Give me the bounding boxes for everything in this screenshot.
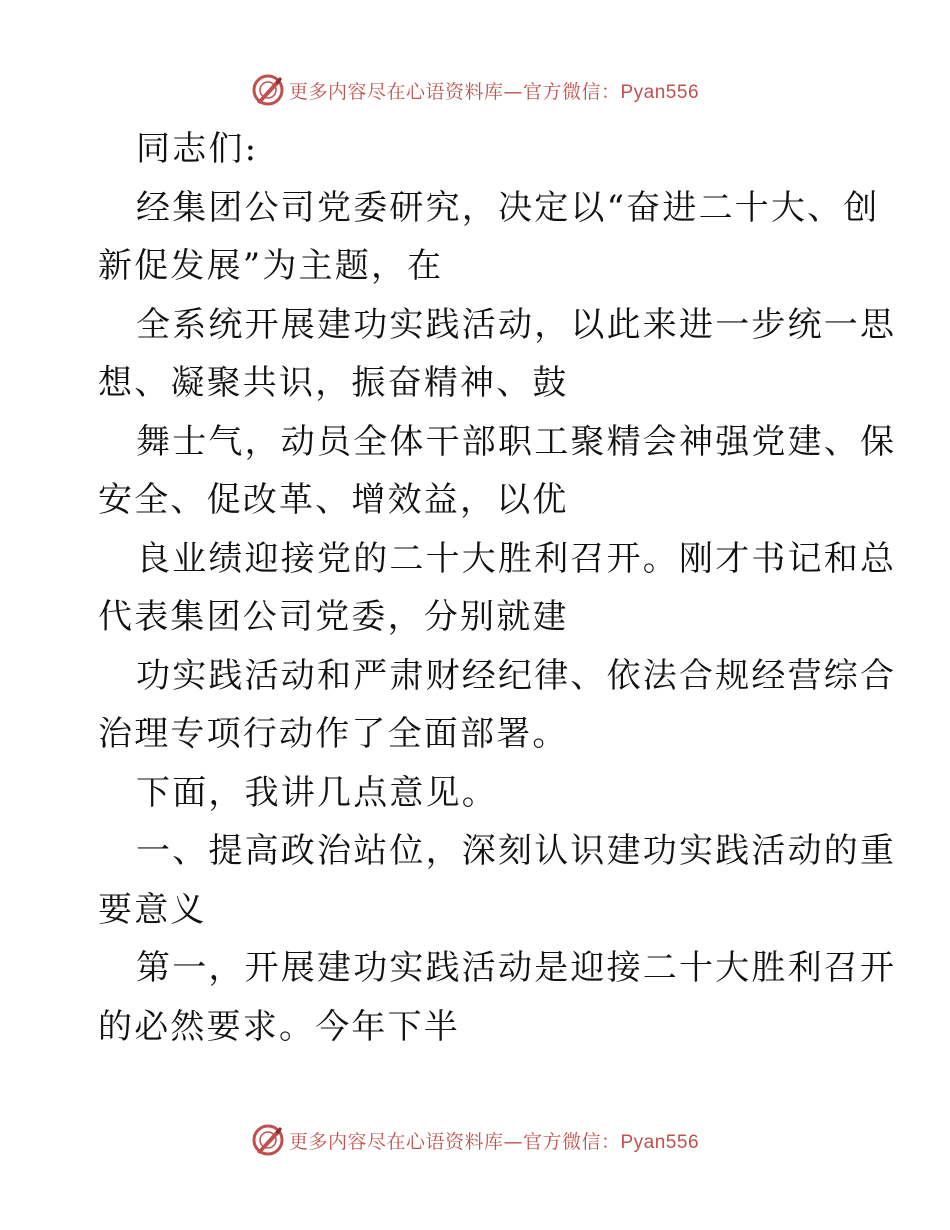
watermark-prefix: 更多内容尽在心语资料库—官方微信： [288, 1130, 621, 1153]
body-line-3: 新促发展”为主题，在 [98, 246, 444, 286]
body-line-6: 舞士气，动员全体干部职工聚精会神强党建、保 [136, 421, 897, 462]
body-line-8: 良业绩迎接党的二十大胜利召开。刚才书记和总 [136, 538, 897, 579]
section-heading-1-cont: 要意义 [98, 889, 207, 930]
watermark-prefix: 更多内容尽在心语资料库—官方微信： [288, 80, 621, 103]
body-line-9: 代表集团公司党委，分别就建 [98, 597, 569, 637]
body-line-10: 功实践活动和严肃财经纪律、依法合规经营综合 [136, 655, 897, 696]
body-line-2: 经集团公司党委研究，决定以“奋进二十大、创 [136, 187, 880, 228]
watermark-wechat-id: Pyan556 [620, 1131, 700, 1153]
body-line-4: 全系统开展建功实践活动，以此来进一步统一思 [136, 304, 897, 345]
body-line-16: 的必然要求。今年下半 [98, 1006, 460, 1047]
body-line-7: 安全、促改革、增效益，以优 [98, 480, 569, 520]
footer-watermark [0, 1120, 950, 1160]
pen-circle-logo-icon [251, 1123, 285, 1157]
section-heading-1: 一、提高政治站位，深刻认识建功实践活动的重 [136, 831, 897, 871]
body-line-11: 治理专项行动作了全面部署。 [98, 714, 569, 754]
watermark-text [289, 1127, 699, 1154]
pen-circle-logo-icon [251, 73, 285, 107]
body-line-1: 同志们: [136, 129, 259, 169]
body-line-12: 下面，我讲几点意见。 [136, 772, 498, 813]
watermark-wechat-id: Pyan556 [620, 81, 700, 103]
header-watermark [0, 70, 950, 110]
body-line-5: 想、凝聚共识，振奋精神、鼓 [98, 363, 569, 403]
body-line-15: 第一，开展建功实践活动是迎接二十大胜利召开 [136, 948, 897, 988]
document-body [98, 120, 897, 1056]
watermark-text [289, 77, 699, 104]
